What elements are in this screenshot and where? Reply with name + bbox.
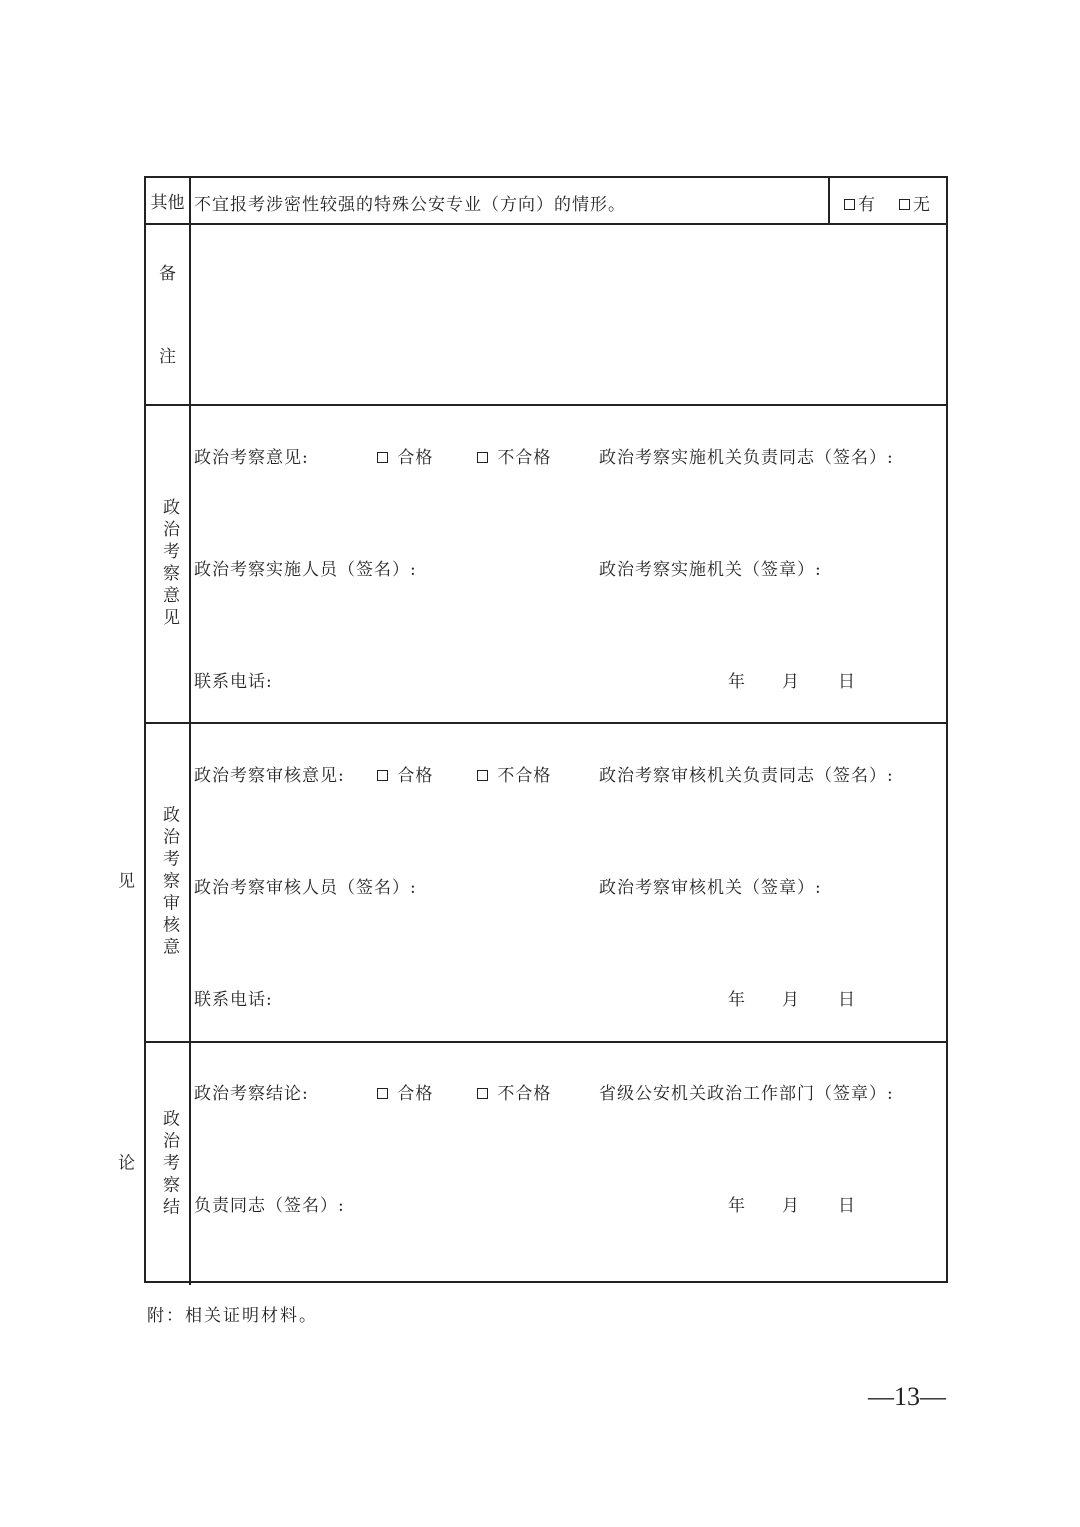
review-leader-signature: 政治考察审核机关负责同志（签名）: xyxy=(599,766,894,786)
opinion-row-label: 政治考察意见 xyxy=(159,498,179,630)
review-row-label: 政治考察审核意见 xyxy=(114,805,179,960)
opinion-label: 政治考察意见: xyxy=(194,448,309,468)
review-year: 年 xyxy=(728,990,746,1010)
review-day: 日 xyxy=(838,990,856,1010)
fail-checkbox[interactable] xyxy=(477,770,488,781)
attachment-note: 附：相关证明材料。 xyxy=(147,1306,318,1326)
fail-label: 不合格 xyxy=(497,766,552,786)
option-yes-label: 有 xyxy=(858,195,876,215)
other-row-label: 其他 xyxy=(146,178,191,223)
review-row-header xyxy=(114,724,191,1041)
opinion-row xyxy=(146,404,946,722)
remarks-row-header xyxy=(146,225,191,404)
conclusion-day: 日 xyxy=(838,1196,856,1216)
no-checkbox[interactable] xyxy=(899,199,910,210)
review-row xyxy=(114,722,946,1041)
option-no-label: 无 xyxy=(913,195,931,215)
conclusion-month: 月 xyxy=(782,1196,800,1216)
review-fail-option[interactable] xyxy=(477,761,551,786)
pass-checkbox[interactable] xyxy=(377,770,388,781)
conclusion-row xyxy=(114,1041,946,1285)
fail-label: 不合格 xyxy=(497,448,552,468)
review-pass-option[interactable] xyxy=(377,761,433,786)
review-phone: 联系电话: xyxy=(194,990,273,1010)
opinion-pass-option[interactable] xyxy=(377,443,433,468)
opinion-row-header xyxy=(146,406,191,722)
opinion-organ-seal: 政治考察实施机关（签章）: xyxy=(599,560,822,580)
conclusion-row-label: 政治考察结论 xyxy=(114,1109,179,1219)
pass-checkbox[interactable] xyxy=(377,1088,388,1099)
opinion-phone: 联系电话: xyxy=(194,672,273,692)
fail-checkbox[interactable] xyxy=(477,1088,488,1099)
option-yes[interactable] xyxy=(844,190,876,215)
option-no[interactable] xyxy=(899,190,931,215)
review-staff-signature: 政治考察审核人员（签名）: xyxy=(194,878,417,898)
conclusion-fail-option[interactable] xyxy=(477,1079,551,1104)
pass-label: 合格 xyxy=(397,1084,434,1104)
pass-label: 合格 xyxy=(397,448,434,468)
opinion-day: 日 xyxy=(838,672,856,692)
conclusion-leader-signature: 负责同志（签名）: xyxy=(194,1196,345,1216)
opinion-staff-signature: 政治考察实施人员（签名）: xyxy=(194,560,417,580)
other-statement: 不宜报考涉密性较强的特殊公安专业（方向）的情形。 xyxy=(194,195,626,215)
conclusion-dept-seal: 省级公安机关政治工作部门（签章）: xyxy=(599,1084,894,1104)
remarks-label-top: 备 xyxy=(159,264,176,284)
other-row xyxy=(146,178,946,223)
page-number: —13— xyxy=(868,1382,946,1411)
pass-label: 合格 xyxy=(397,766,434,786)
conclusion-row-header xyxy=(114,1043,191,1285)
yes-checkbox[interactable] xyxy=(844,199,855,210)
conclusion-pass-option[interactable] xyxy=(377,1079,433,1104)
fail-checkbox[interactable] xyxy=(477,452,488,463)
review-month: 月 xyxy=(782,990,800,1010)
pass-checkbox[interactable] xyxy=(377,452,388,463)
conclusion-label: 政治考察结论: xyxy=(194,1084,309,1104)
remarks-row xyxy=(146,223,946,404)
review-organ-seal: 政治考察审核机关（签章）: xyxy=(599,878,822,898)
review-label: 政治考察审核意见: xyxy=(194,766,345,786)
political-review-form-table xyxy=(114,176,948,1283)
remarks-label-bottom: 注 xyxy=(159,347,176,367)
opinion-year: 年 xyxy=(728,672,746,692)
opinion-month: 月 xyxy=(782,672,800,692)
conclusion-year: 年 xyxy=(728,1196,746,1216)
yes-no-cell xyxy=(828,178,946,223)
remarks-input-area[interactable] xyxy=(191,225,946,404)
fail-label: 不合格 xyxy=(497,1084,552,1104)
opinion-leader-signature: 政治考察实施机关负责同志（签名）: xyxy=(599,448,894,468)
opinion-fail-option[interactable] xyxy=(477,443,551,468)
